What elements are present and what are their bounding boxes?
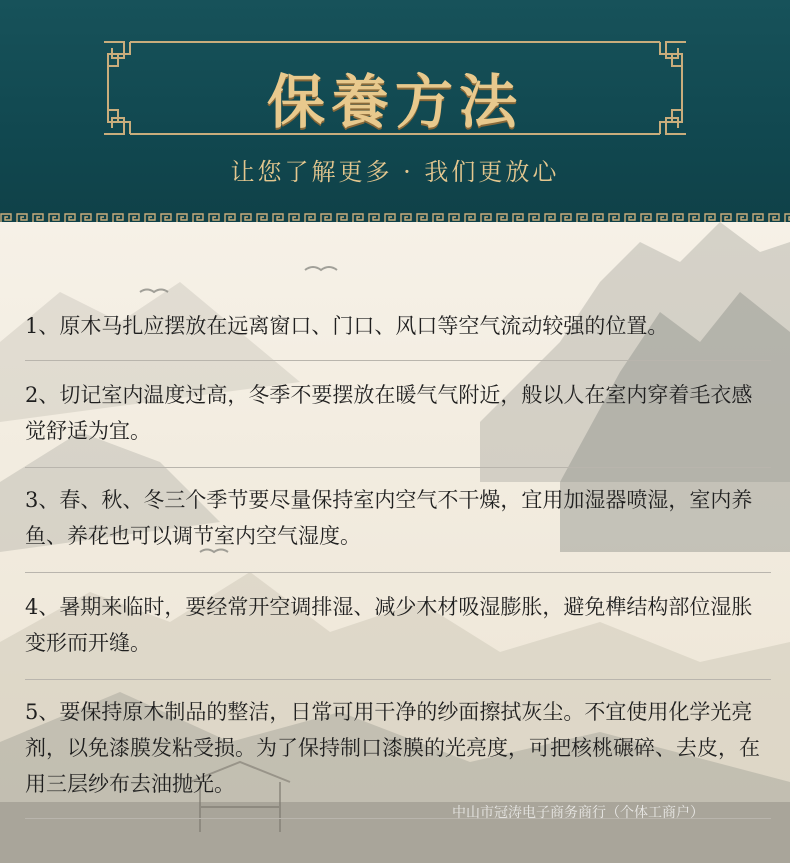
list-item: 5、要保持原木制品的整洁，日常可用干净的纱面擦拭灰尘。不宜使用化学光亮剂，以免漆膜发粘受损。为了保持制口漆膜的光亮度，可把核桃碾碎、去皮，在用三层纱布去油抛光。 <box>25 700 760 796</box>
care-tips-list <box>25 300 771 819</box>
page-subtitle: 让您了解更多 · 我们更放心 <box>230 158 560 186</box>
list-item: 4、暑期来临时，要经常开空调排湿、减少木材吸湿膨胀，避免榫结构部位湿胀变形而开缝。 <box>25 595 753 655</box>
list-item: 3、春、秋、冬三个季节要尽量保持室内空气不干燥，宜用加湿器喷湿，室内养鱼、养花也可以调节室内空气湿度。 <box>25 488 753 548</box>
list-item: 1、原木马扎应摆放在远离窗口、门口、风口等空气流动较强的位置。 <box>25 314 669 338</box>
list-item: 2、切记室内温度过高，冬季不要摆放在暖气气附近，般以人在室内穿着毛衣感觉舒适为宜。 <box>25 383 753 443</box>
page-title: 保養方法 <box>266 68 523 136</box>
header-banner <box>0 0 790 220</box>
watermark-text: 中山市冠涛电子商务商行（个体工商户） <box>452 805 704 821</box>
